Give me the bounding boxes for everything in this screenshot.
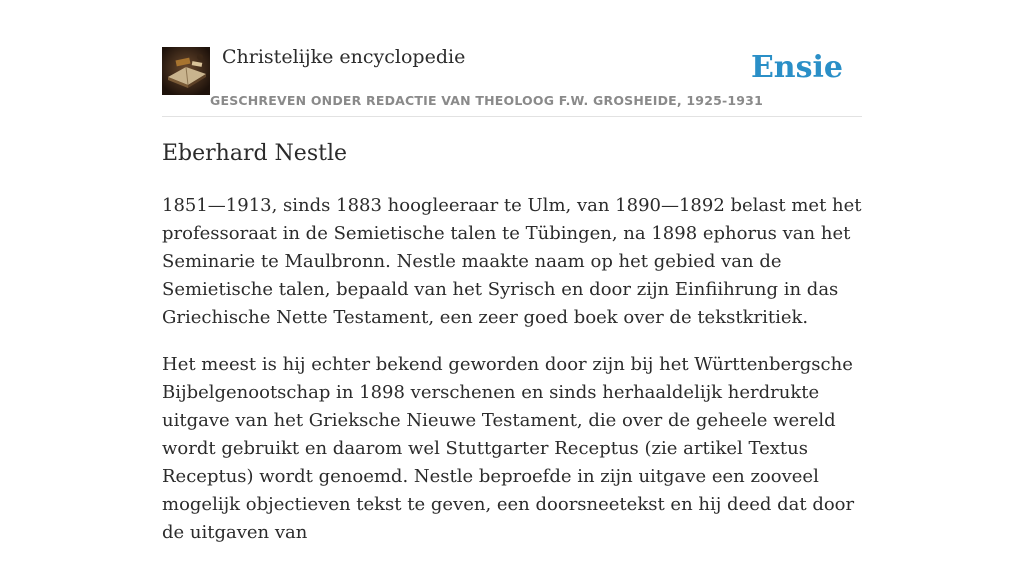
article — [162, 138, 862, 566]
article-title: Eberhard Nestle — [162, 141, 348, 166]
site-title[interactable]: Christelijke encyclopedie — [222, 46, 466, 68]
book-photo-avatar-icon[interactable] — [162, 47, 210, 95]
brand-logo[interactable]: Ensie — [750, 50, 843, 85]
article-paragraph: 1851—1913, sinds 1883 hoogleeraar te Ulm, van 1890—1892 belast met het professoraat in de Semietische talen te Tübingen, na 1898 ephorus van het Seminarie te Maulbronn. Nestle maakte naam op het gebied van de Semietische talen, bepaald van het Syrisch en door zijn Einfiihrung in das Griechische Nette Testament, een zeer goed boek over de tekstkritiek. — [162, 195, 862, 328]
site-header — [162, 44, 862, 117]
site-subtitle: GESCHREVEN ONDER REDACTIE VAN THEOLOOG F.W. GROSHEIDE, 1925-1931 — [210, 93, 763, 108]
article-paragraph: Het meest is hij echter bekend geworden door zijn bij het Württenbergsche Bijbelgenootschap in 1898 verschenen en sinds herhaaldelijk herdrukte uitgave van het Grieksche Nieuwe Testament, die over de geheele wereld wordt gebruikt en daarom wel Stuttgarter Receptus (zie artikel Textus Receptus) wordt genoemd. Nestle beproefde in zijn uitgave een zooveel mogelijk objectieven tekst te geven, een doorsneetekst en hij deed dat door de uitgaven van — [162, 354, 855, 543]
